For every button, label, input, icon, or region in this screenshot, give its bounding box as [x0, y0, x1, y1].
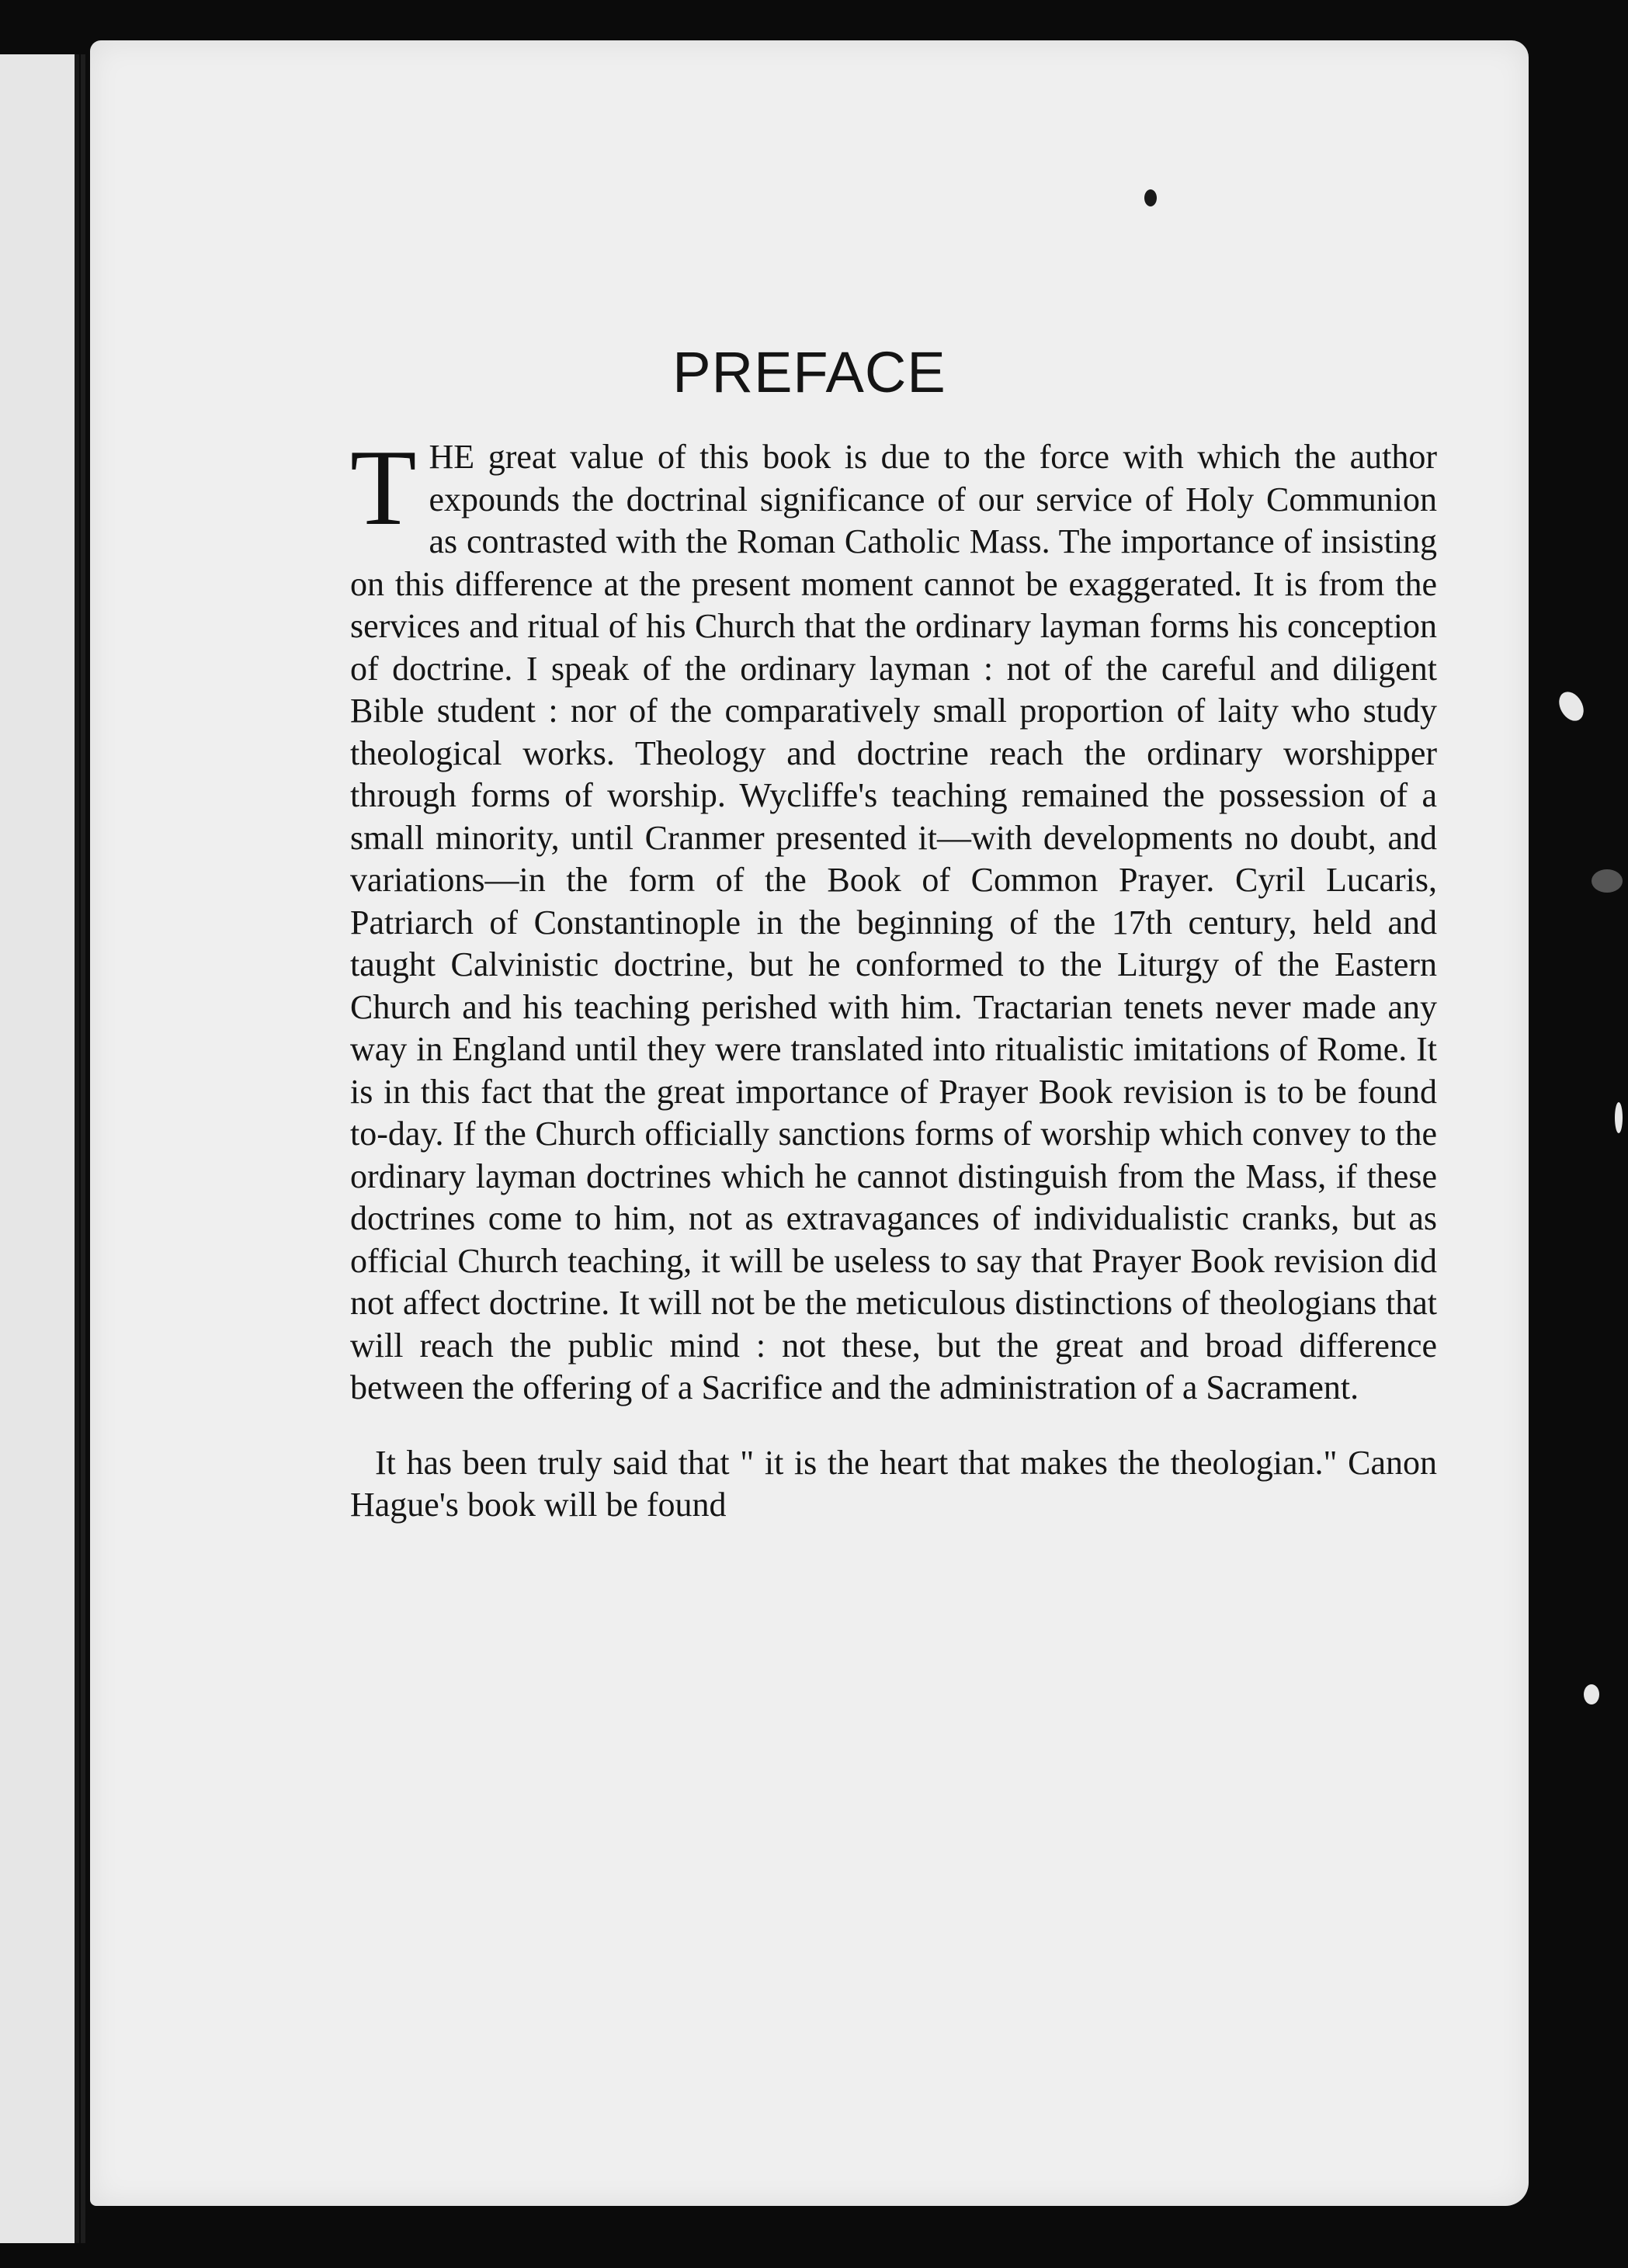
scan-artifact [1554, 688, 1588, 726]
drop-cap: T [350, 428, 417, 548]
ink-speck [1144, 189, 1157, 206]
book-page [90, 40, 1529, 2206]
facing-page-edge [0, 54, 79, 2243]
paragraph-2: It has been truly said that " it is the heart that makes the theologian." Canon Hague's book will be found [350, 1443, 1437, 1524]
scan-artifact [1584, 1684, 1599, 1704]
preface-body [350, 428, 1437, 1527]
paragraph-1-text: HE great value of this book is due to the force with which the author expounds the doctrinal significance of our service of Holy Communion as contrasted with the Roman Catholic Mass. The importance of insisting on this difference at the present moment cannot be exaggerated. It is from the services and ritual of his Church that the ordinary layman forms his conception of doctrine. I speak of the ordinary layman : not of the careful and diligent Bible student : nor of the comparatively small proportion of laity who study theological works. Theology and doctrine reach the ordinary worshipper through forms of worship. Wycliffe's teaching remained the possession of a small minority, until Cranmer presented it—with developments no doubt, and variations—in the form of the Book of Common Prayer. Cyril Lucaris, Patriarch of Constantinople in the beginning of the 17th century, held and taught Calvinistic doctrine, but he conformed to the Liturgy of the Eastern Church and his teaching perished with him. Tractarian tenets never made any way in England until they were translated into ritualistic imitations of Rome. It is in this fact that the great importance of Prayer Book revision is to be found to-day. If the Church officially sanctions forms of worship which convey to the ordinary layman doctrines which he cannot distinguish from the Mass, if these doctrines come to him, not as extravagances of individualistic cranks, but as official Church teaching, it will be useless to say that Prayer Book revision did not affect doctrine. It will not be the meticulous distinctions of theologians that will reach the public mind : not these, but the great and broad difference between the offering of a Sacrifice and the administration of a Sacrament. [350, 438, 1437, 1406]
page-title: PREFACE [672, 340, 946, 404]
book-spine [81, 54, 85, 2243]
paragraph-1 [350, 428, 1437, 1410]
scan-artifact [1615, 1102, 1623, 1133]
scan-artifact [1592, 869, 1623, 893]
